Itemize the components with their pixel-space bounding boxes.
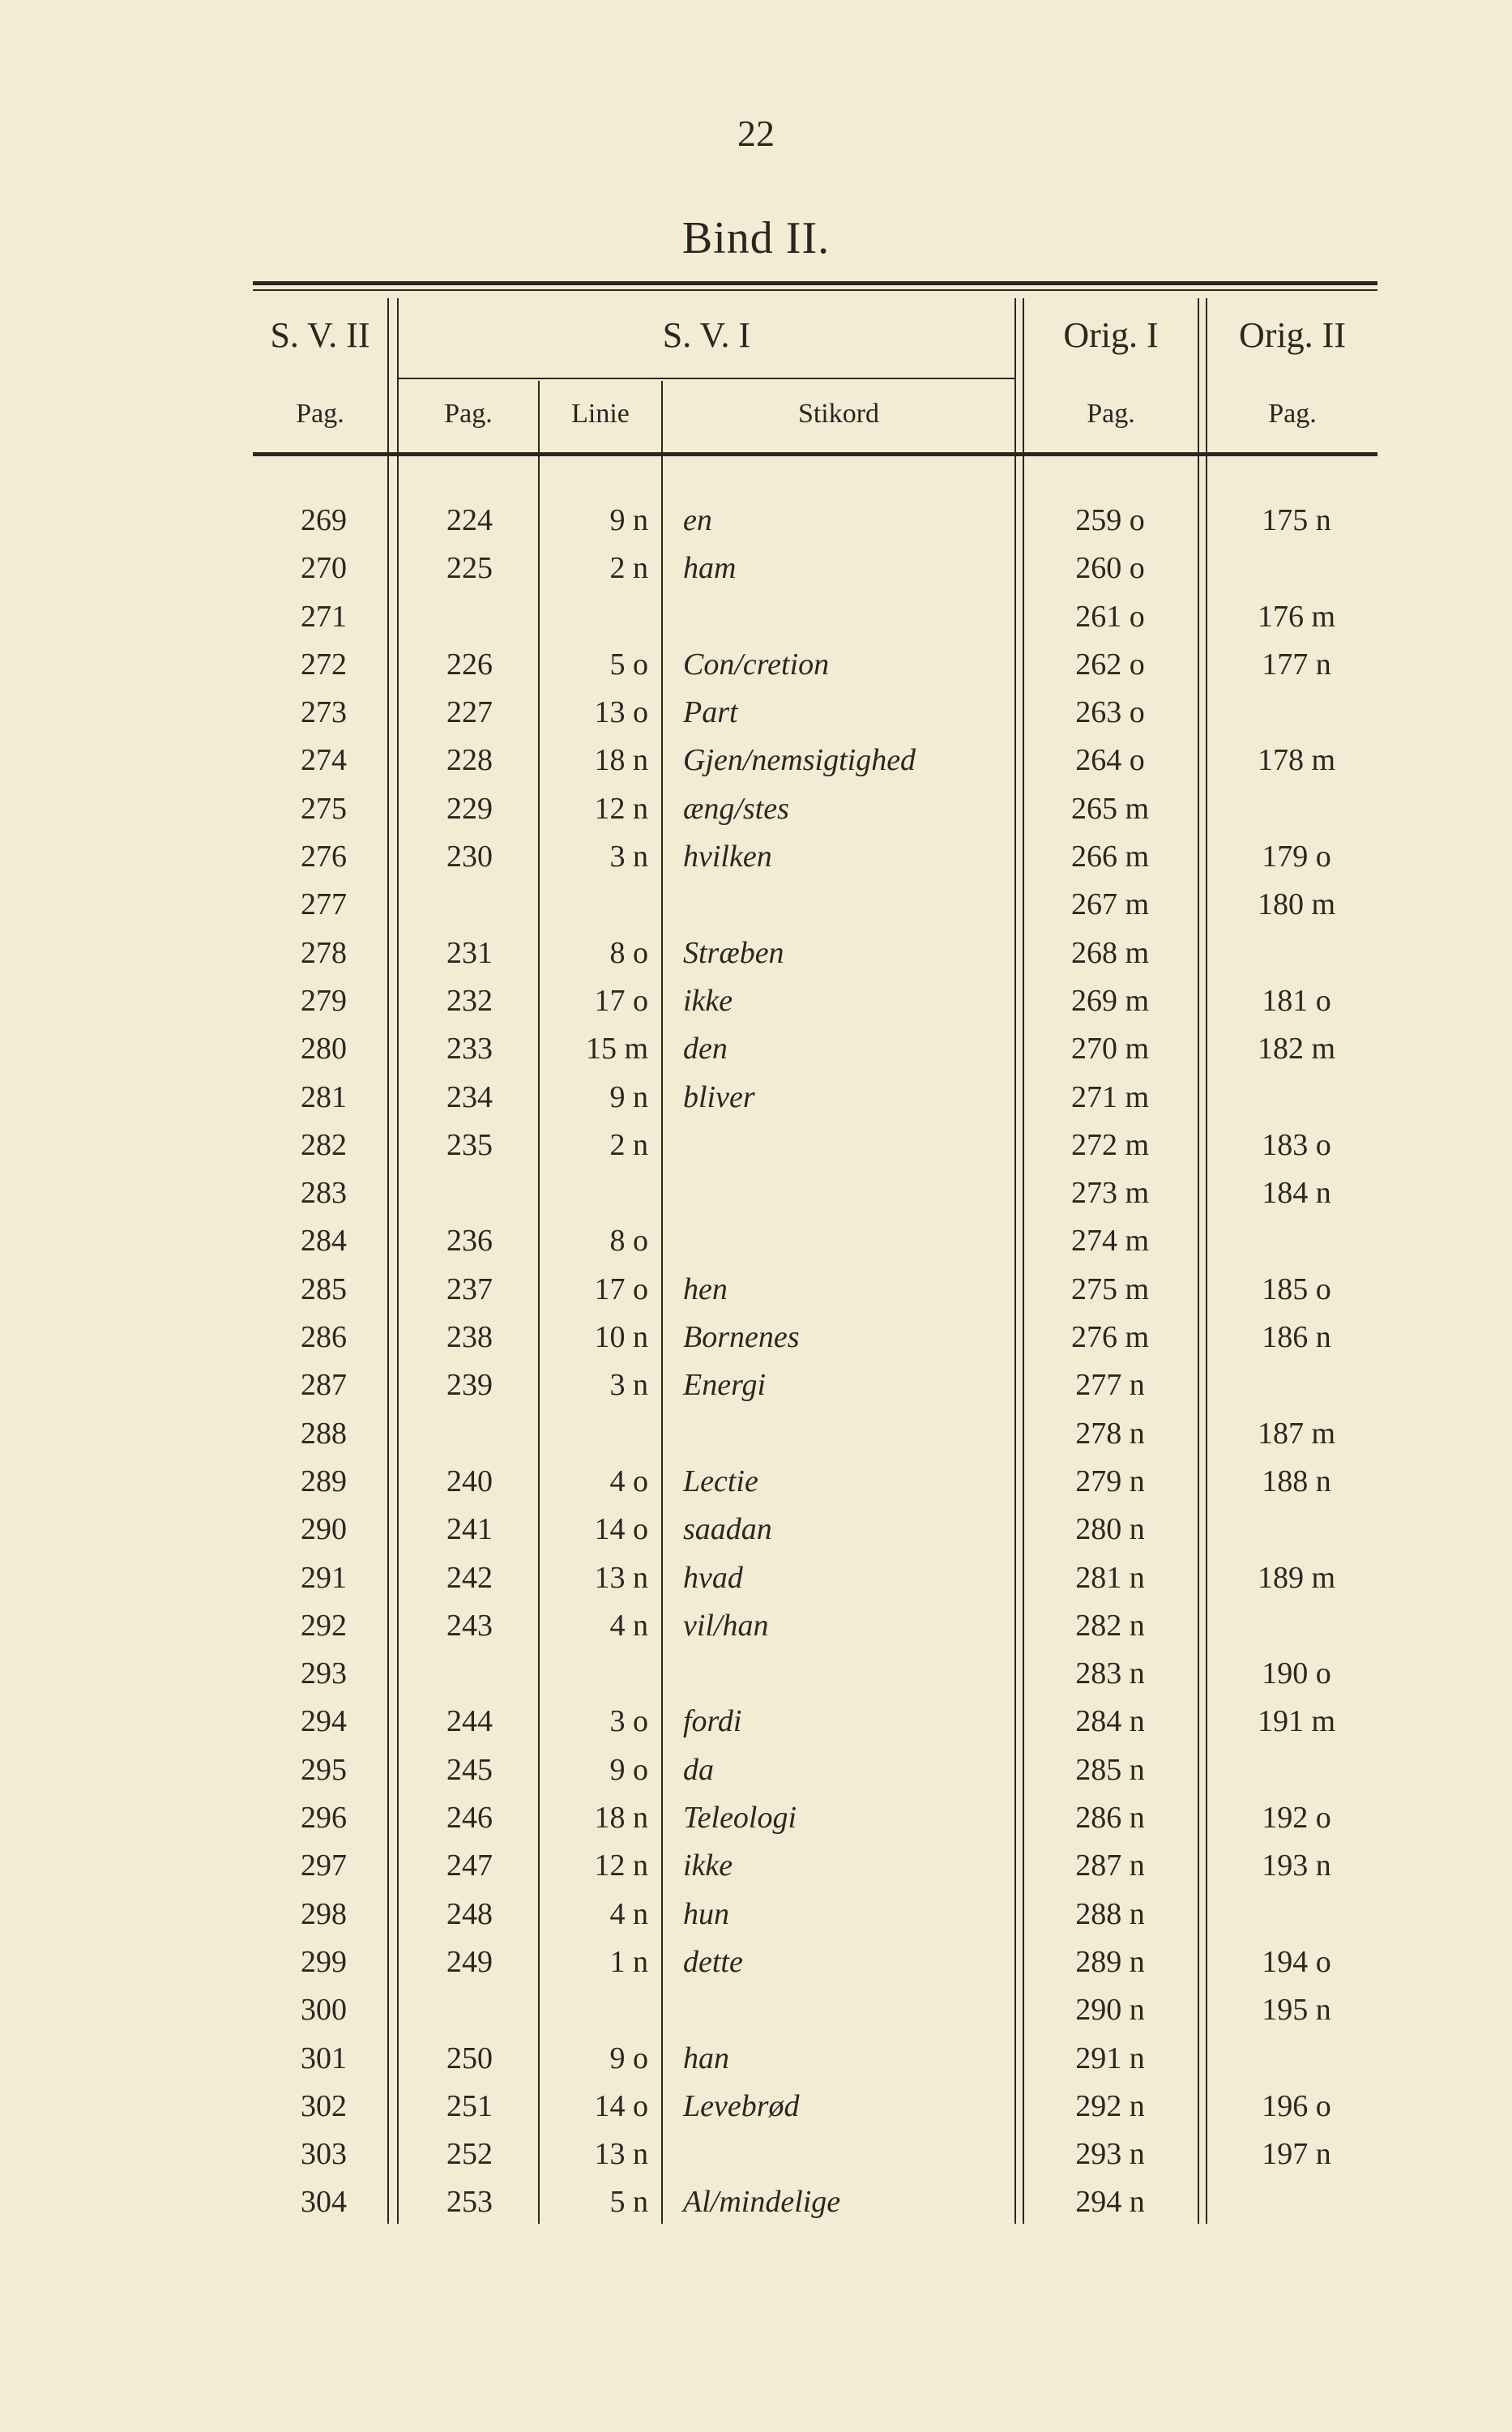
cell-linie: 18 n (594, 743, 648, 778)
table-row (0, 1314, 1512, 1361)
cell-linie: 13 n (594, 2137, 648, 2172)
cell-linie: 9 n (609, 1079, 648, 1114)
cell-linie: 18 n (594, 1801, 648, 1836)
cell-sv1-pag: 227 (446, 695, 493, 730)
cell-stikord: fordi (683, 1704, 742, 1739)
cell-sv2-pag: 275 (301, 791, 347, 826)
table-row (0, 545, 1512, 592)
cell-orig1-pag: 277 n (1075, 1368, 1145, 1403)
cell-sv1-pag: 247 (446, 1849, 493, 1883)
cell-sv2-pag: 285 (301, 1272, 347, 1306)
cell-sv1-pag: 225 (446, 551, 493, 586)
cell-orig1-pag: 279 n (1075, 1464, 1145, 1498)
cell-sv1-pag: 241 (446, 1512, 493, 1547)
cell-orig2-pag: 197 n (1262, 2137, 1331, 2172)
cell-orig1-pag: 259 o (1075, 503, 1145, 537)
page-number: 22 (737, 113, 775, 154)
cell-stikord: hun (683, 1896, 729, 1931)
cell-orig1-pag: 281 n (1075, 1560, 1145, 1595)
cell-sv2-pag: 293 (301, 1656, 347, 1691)
cell-linie: 13 n (594, 1560, 648, 1595)
table-row (0, 1506, 1512, 1554)
cell-stikord: æng/stes (683, 791, 789, 826)
cell-orig1-pag: 288 n (1075, 1896, 1145, 1931)
table-row (0, 2131, 1512, 2178)
cell-orig1-pag: 290 n (1075, 1993, 1145, 2028)
header-bottom-rule (253, 452, 1377, 456)
cell-orig2-pag: 191 m (1257, 1704, 1336, 1739)
cell-orig2-pag: 182 m (1257, 1032, 1336, 1066)
table-row (0, 1554, 1512, 1602)
cell-stikord: Al/mindelige (683, 2185, 841, 2220)
cell-stikord: ikke (683, 1849, 733, 1883)
cell-orig1-pag: 271 m (1070, 1079, 1150, 1114)
cell-orig1-pag: 287 n (1075, 1849, 1145, 1883)
cell-linie: 5 o (609, 647, 648, 682)
cell-stikord: hvilken (683, 840, 772, 874)
cell-stikord: vil/han (683, 1608, 769, 1643)
cell-orig1-pag: 262 o (1075, 647, 1145, 682)
cell-orig1-pag: 282 n (1075, 1608, 1145, 1643)
cell-sv2-pag: 302 (301, 2088, 347, 2123)
cell-sv2-pag: 298 (301, 1896, 347, 1931)
cell-orig2-pag: 189 m (1257, 1560, 1336, 1595)
cell-stikord: han (683, 2041, 729, 2075)
cell-orig2-pag: 196 o (1262, 2088, 1331, 2123)
cell-sv1-pag: 253 (446, 2185, 493, 2220)
cell-sv2-pag: 272 (301, 647, 347, 682)
table-row (0, 2035, 1512, 2083)
header-sv1: S. V. I (662, 315, 751, 355)
cell-linie: 3 n (609, 840, 648, 874)
cell-sv1-pag: 234 (446, 1079, 493, 1114)
cell-orig1-pag: 261 o (1075, 599, 1145, 634)
cell-sv2-pag: 290 (301, 1512, 347, 1547)
table-body (0, 497, 1512, 2227)
cell-stikord: hen (683, 1272, 728, 1306)
cell-orig2-pag: 178 m (1257, 743, 1336, 778)
cell-orig1-pag: 272 m (1070, 1127, 1150, 1162)
cell-orig2-pag: 188 n (1262, 1464, 1331, 1498)
table-row (0, 881, 1512, 929)
cell-sv2-pag: 273 (301, 695, 347, 730)
cell-sv2-pag: 269 (301, 503, 347, 537)
cell-sv1-pag: 237 (446, 1272, 493, 1306)
cell-sv2-pag: 287 (301, 1368, 347, 1403)
cell-linie: 4 n (609, 1896, 648, 1931)
subheader-pag-sv2: Pag. (296, 399, 344, 429)
table-row (0, 1650, 1512, 1698)
cell-sv2-pag: 304 (301, 2185, 347, 2220)
cell-orig1-pag: 266 m (1070, 840, 1150, 874)
cell-orig1-pag: 293 n (1075, 2137, 1145, 2172)
cell-sv2-pag: 295 (301, 1752, 347, 1787)
table-row (0, 977, 1512, 1025)
cell-stikord: Levebrød (683, 2088, 800, 2123)
cell-orig1-pag: 283 n (1075, 1656, 1145, 1691)
cell-sv1-pag: 235 (446, 1127, 493, 1162)
cell-sv2-pag: 283 (301, 1176, 347, 1211)
cell-orig1-pag: 274 m (1070, 1224, 1150, 1259)
cell-linie: 4 n (609, 1608, 648, 1643)
cell-orig2-pag: 177 n (1262, 647, 1331, 682)
table-row (0, 785, 1512, 833)
cell-stikord: Gjen/nemsigtighed (683, 743, 916, 778)
cell-sv2-pag: 300 (301, 1993, 347, 2028)
cell-stikord: bliver (683, 1079, 755, 1114)
cell-orig2-pag: 195 n (1262, 1993, 1331, 2028)
cell-orig1-pag: 265 m (1070, 791, 1150, 826)
cell-linie: 14 o (594, 2088, 648, 2123)
cell-linie: 2 n (609, 1127, 648, 1162)
cell-stikord: da (683, 1752, 714, 1787)
table-row (0, 1794, 1512, 1842)
table-row (0, 641, 1512, 689)
cell-sv2-pag: 303 (301, 2137, 347, 2172)
cell-orig2-pag: 187 m (1257, 1416, 1336, 1451)
cell-stikord: den (683, 1032, 728, 1066)
cell-orig1-pag: 269 m (1070, 983, 1150, 1018)
cell-orig2-pag: 176 m (1257, 599, 1336, 634)
cell-sv1-pag: 252 (446, 2137, 493, 2172)
cell-orig1-pag: 276 m (1070, 1320, 1150, 1355)
cell-stikord: Bornenes (683, 1320, 800, 1355)
cell-sv1-pag: 229 (446, 791, 493, 826)
table-row (0, 1266, 1512, 1314)
cell-sv2-pag: 286 (301, 1320, 347, 1355)
cell-sv1-pag: 233 (446, 1032, 493, 1066)
subheader-pag-sv1: Pag. (444, 399, 493, 429)
table-row (0, 1074, 1512, 1122)
cell-sv1-pag: 242 (446, 1560, 493, 1595)
cell-linie: 8 o (609, 1224, 648, 1259)
cell-sv2-pag: 274 (301, 743, 347, 778)
cell-sv2-pag: 284 (301, 1224, 347, 1259)
cell-orig1-pag: 292 n (1075, 2088, 1145, 2123)
table-row (0, 1698, 1512, 1746)
cell-linie: 17 o (594, 1272, 648, 1306)
cell-orig1-pag: 280 n (1075, 1512, 1145, 1547)
table-row (0, 1458, 1512, 1506)
cell-sv1-pag: 228 (446, 743, 493, 778)
cell-orig1-pag: 289 n (1075, 1944, 1145, 1979)
cell-linie: 12 n (594, 791, 648, 826)
cell-sv2-pag: 280 (301, 1032, 347, 1066)
cell-orig2-pag: 186 n (1262, 1320, 1331, 1355)
cell-sv2-pag: 279 (301, 983, 347, 1018)
cell-orig2-pag: 192 o (1262, 1801, 1331, 1836)
cell-sv1-pag: 240 (446, 1464, 493, 1498)
cell-linie: 5 n (609, 2185, 648, 2220)
table-row (0, 1025, 1512, 1073)
table-row (0, 2083, 1512, 2131)
table-row (0, 1986, 1512, 2034)
cell-orig1-pag: 284 n (1075, 1704, 1145, 1739)
table-row (0, 497, 1512, 545)
cell-orig1-pag: 275 m (1070, 1272, 1150, 1306)
cell-linie: 8 o (609, 935, 648, 970)
table-row (0, 1169, 1512, 1217)
header-orig2: Orig. II (1239, 315, 1346, 355)
cell-sv1-pag: 248 (446, 1896, 493, 1931)
cell-orig2-pag: 193 n (1262, 1849, 1331, 1883)
cell-stikord: Energi (683, 1368, 767, 1403)
page-heading: Bind II. (681, 213, 831, 263)
table-row (0, 593, 1512, 641)
cell-sv2-pag: 291 (301, 1560, 347, 1595)
cell-sv2-pag: 292 (301, 1608, 347, 1643)
cell-linie: 14 o (594, 1512, 648, 1547)
cell-orig1-pag: 268 m (1070, 935, 1150, 970)
cell-orig1-pag: 267 m (1070, 887, 1150, 922)
cell-linie: 9 n (609, 503, 648, 537)
table-row (0, 1217, 1512, 1265)
cell-stikord: Part (683, 695, 738, 730)
cell-orig1-pag: 291 n (1075, 2041, 1145, 2075)
cell-stikord: Lectie (683, 1464, 758, 1498)
cell-sv1-pag: 251 (446, 2088, 493, 2123)
table-row (0, 833, 1512, 881)
cell-sv2-pag: 282 (301, 1127, 347, 1162)
cell-sv2-pag: 301 (301, 2041, 347, 2075)
cell-orig1-pag: 273 m (1070, 1176, 1150, 1211)
cell-sv1-pag: 226 (446, 647, 493, 682)
header-sv2: S. V. II (270, 315, 370, 355)
cell-stikord: dette (683, 1944, 743, 1979)
cell-stikord: Stræben (683, 935, 784, 970)
cell-stikord: hvad (683, 1560, 743, 1595)
cell-orig2-pag: 181 o (1262, 983, 1331, 1018)
cell-orig1-pag: 278 n (1075, 1416, 1145, 1451)
cell-sv2-pag: 288 (301, 1416, 347, 1451)
table-row (0, 1602, 1512, 1650)
subheader-pag-orig1: Pag. (1087, 399, 1135, 429)
cell-orig2-pag: 185 o (1262, 1272, 1331, 1306)
cell-linie: 4 o (609, 1464, 648, 1498)
cell-linie: 1 n (609, 1944, 648, 1979)
cell-sv2-pag: 277 (301, 887, 347, 922)
subheader-stikord: Stikord (797, 399, 880, 429)
cell-sv1-pag: 230 (446, 840, 493, 874)
cell-sv1-pag: 231 (446, 935, 493, 970)
cell-sv2-pag: 296 (301, 1801, 347, 1836)
cell-orig2-pag: 180 m (1257, 887, 1336, 922)
cell-sv1-pag: 245 (446, 1752, 493, 1787)
table-row (0, 1746, 1512, 1794)
subheader-pag-orig2: Pag. (1268, 399, 1317, 429)
cell-orig1-pag: 260 o (1075, 551, 1145, 586)
cell-linie: 10 n (594, 1320, 648, 1355)
cell-stikord: ham (683, 551, 737, 586)
cell-sv2-pag: 297 (301, 1849, 347, 1883)
cell-orig2-pag: 175 n (1262, 503, 1331, 537)
table-row (0, 2178, 1512, 2226)
cell-sv2-pag: 271 (301, 599, 347, 634)
cell-sv1-pag: 246 (446, 1801, 493, 1836)
header-orig1: Orig. I (1063, 315, 1159, 355)
cell-sv1-pag: 232 (446, 983, 493, 1018)
cell-sv2-pag: 294 (301, 1704, 347, 1739)
cell-orig1-pag: 270 m (1070, 1032, 1150, 1066)
table-row (0, 1842, 1512, 1890)
cell-orig2-pag: 183 o (1262, 1127, 1331, 1162)
cell-orig1-pag: 263 o (1075, 695, 1145, 730)
cell-stikord: ikke (683, 983, 733, 1018)
cell-linie: 3 n (609, 1368, 648, 1403)
table-top-rule-thick (253, 281, 1377, 285)
cell-orig1-pag: 286 n (1075, 1801, 1145, 1836)
cell-orig1-pag: 264 o (1075, 743, 1145, 778)
cell-stikord: Teleologi (683, 1801, 797, 1836)
cell-sv1-pag: 224 (446, 503, 493, 537)
cell-orig2-pag: 190 o (1262, 1656, 1331, 1691)
cell-sv1-pag: 236 (446, 1224, 493, 1259)
cell-orig1-pag: 294 n (1075, 2185, 1145, 2220)
cell-linie: 12 n (594, 1849, 648, 1883)
cell-sv1-pag: 243 (446, 1608, 493, 1643)
cell-sv1-pag: 244 (446, 1704, 493, 1739)
table-row (0, 1122, 1512, 1169)
table-row (0, 930, 1512, 977)
table-top-rule-thin (253, 289, 1377, 291)
cell-linie: 13 o (594, 695, 648, 730)
cell-linie: 3 o (609, 1704, 648, 1739)
cell-sv1-pag: 250 (446, 2041, 493, 2075)
cell-linie: 9 o (609, 2041, 648, 2075)
cell-orig2-pag: 184 n (1262, 1176, 1331, 1211)
cell-linie: 2 n (609, 551, 648, 586)
cell-orig2-pag: 194 o (1262, 1944, 1331, 1979)
table-row (0, 1361, 1512, 1409)
cell-linie: 15 m (585, 1032, 648, 1066)
sv1-group-rule (399, 378, 1014, 379)
cell-stikord: Con/cretion (683, 647, 830, 682)
cell-sv1-pag: 238 (446, 1320, 493, 1355)
cell-stikord: saadan (683, 1512, 772, 1547)
cell-sv2-pag: 299 (301, 1944, 347, 1979)
cell-sv2-pag: 270 (301, 551, 347, 586)
cell-linie: 17 o (594, 983, 648, 1018)
cell-sv1-pag: 249 (446, 1944, 493, 1979)
cell-stikord: en (683, 503, 712, 537)
cell-sv1-pag: 239 (446, 1368, 493, 1403)
table-row (0, 737, 1512, 784)
table-row (0, 1891, 1512, 1938)
cell-orig2-pag: 179 o (1262, 840, 1331, 874)
cell-sv2-pag: 278 (301, 935, 347, 970)
cell-sv2-pag: 281 (301, 1079, 347, 1114)
cell-sv2-pag: 289 (301, 1464, 347, 1498)
cell-linie: 9 o (609, 1752, 648, 1787)
table-row (0, 689, 1512, 737)
table-row (0, 1938, 1512, 1986)
cell-sv2-pag: 276 (301, 840, 347, 874)
subheader-linie: Linie (571, 399, 630, 429)
cell-orig1-pag: 285 n (1075, 1752, 1145, 1787)
table-row (0, 1410, 1512, 1458)
